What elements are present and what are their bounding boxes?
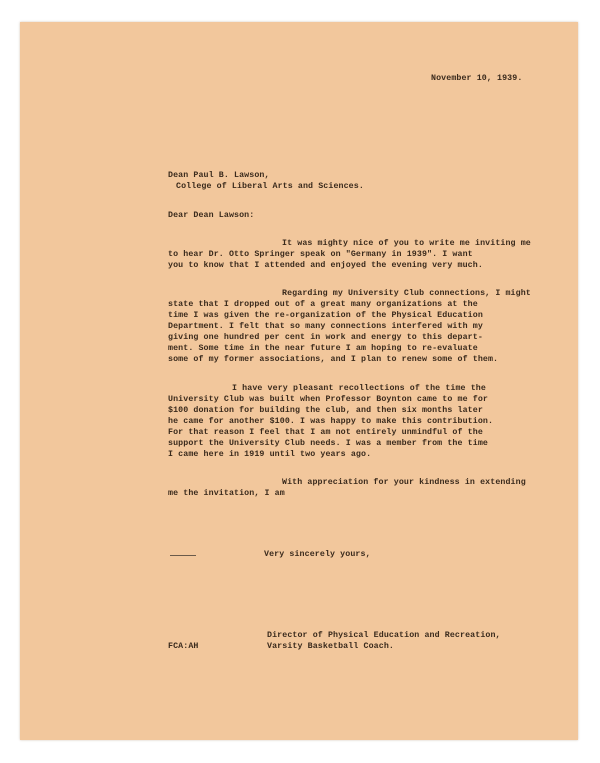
paragraph-4-line-2: me the invitation, I am — [168, 489, 285, 498]
paragraph-1-line-2: to hear Dr. Otto Springer speak on "Germany in 1939". I want — [168, 250, 473, 259]
paragraph-2-line-6: ment. Some time in the near future I am hoping to re-evaluate — [168, 344, 478, 353]
recipient-college: College of Liberal Arts and Sciences. — [176, 182, 364, 191]
paragraph-2-line-1: Regarding my University Club connections, I might — [282, 289, 531, 298]
signature-title-line-2: Varsity Basketball Coach. — [267, 642, 394, 651]
letter-date: November 10, 1939. — [431, 74, 523, 83]
letter-page — [20, 22, 578, 740]
paragraph-3-line-3: $100 donation for building the club, and then six months later — [168, 406, 483, 415]
paragraph-2-line-3: time I was given the re-organization of the Physical Education — [168, 311, 483, 320]
paragraph-1-line-3: you to know that I attended and enjoyed the evening very much. — [168, 261, 483, 270]
paragraph-2-line-7: some of my former associations, and I plan to renew some of them. — [168, 355, 499, 364]
pencil-mark — [170, 555, 196, 556]
paragraph-3-line-6: support the University Club needs. I was a member from the time — [168, 439, 488, 448]
paragraph-4-line-1: With appreciation for your kindness in extending — [282, 478, 526, 487]
paragraph-3-line-7: I came here in 1919 until two years ago. — [168, 450, 372, 459]
signature-title-line-1: Director of Physical Education and Recreation, — [267, 631, 501, 640]
paragraph-2-line-4: Department. I felt that so many connections interfered with my — [168, 322, 483, 331]
paragraph-3-line-4: he came for another $100. I was happy to make this contribution. — [168, 417, 494, 426]
recipient-name: Dean Paul B. Lawson, — [168, 171, 270, 180]
paragraph-2-line-2: state that I dropped out of a great many organizations at the — [168, 300, 478, 309]
paragraph-2-line-5: giving one hundred per cent in work and energy to this depart- — [168, 333, 483, 342]
paragraph-1-line-1: It was mighty nice of you to write me inviting me — [282, 239, 531, 248]
paragraph-3-line-5: For that reason I feel that I am not entirely unmindful of the — [168, 428, 483, 437]
salutation: Dear Dean Lawson: — [168, 211, 255, 220]
closing: Very sincerely yours, — [264, 550, 371, 559]
paragraph-3-line-1: I have very pleasant recollections of the time the — [232, 384, 486, 393]
typist-initials: FCA:AH — [168, 642, 199, 651]
paragraph-3-line-2: University Club was built when Professor Boynton came to me for — [168, 395, 488, 404]
